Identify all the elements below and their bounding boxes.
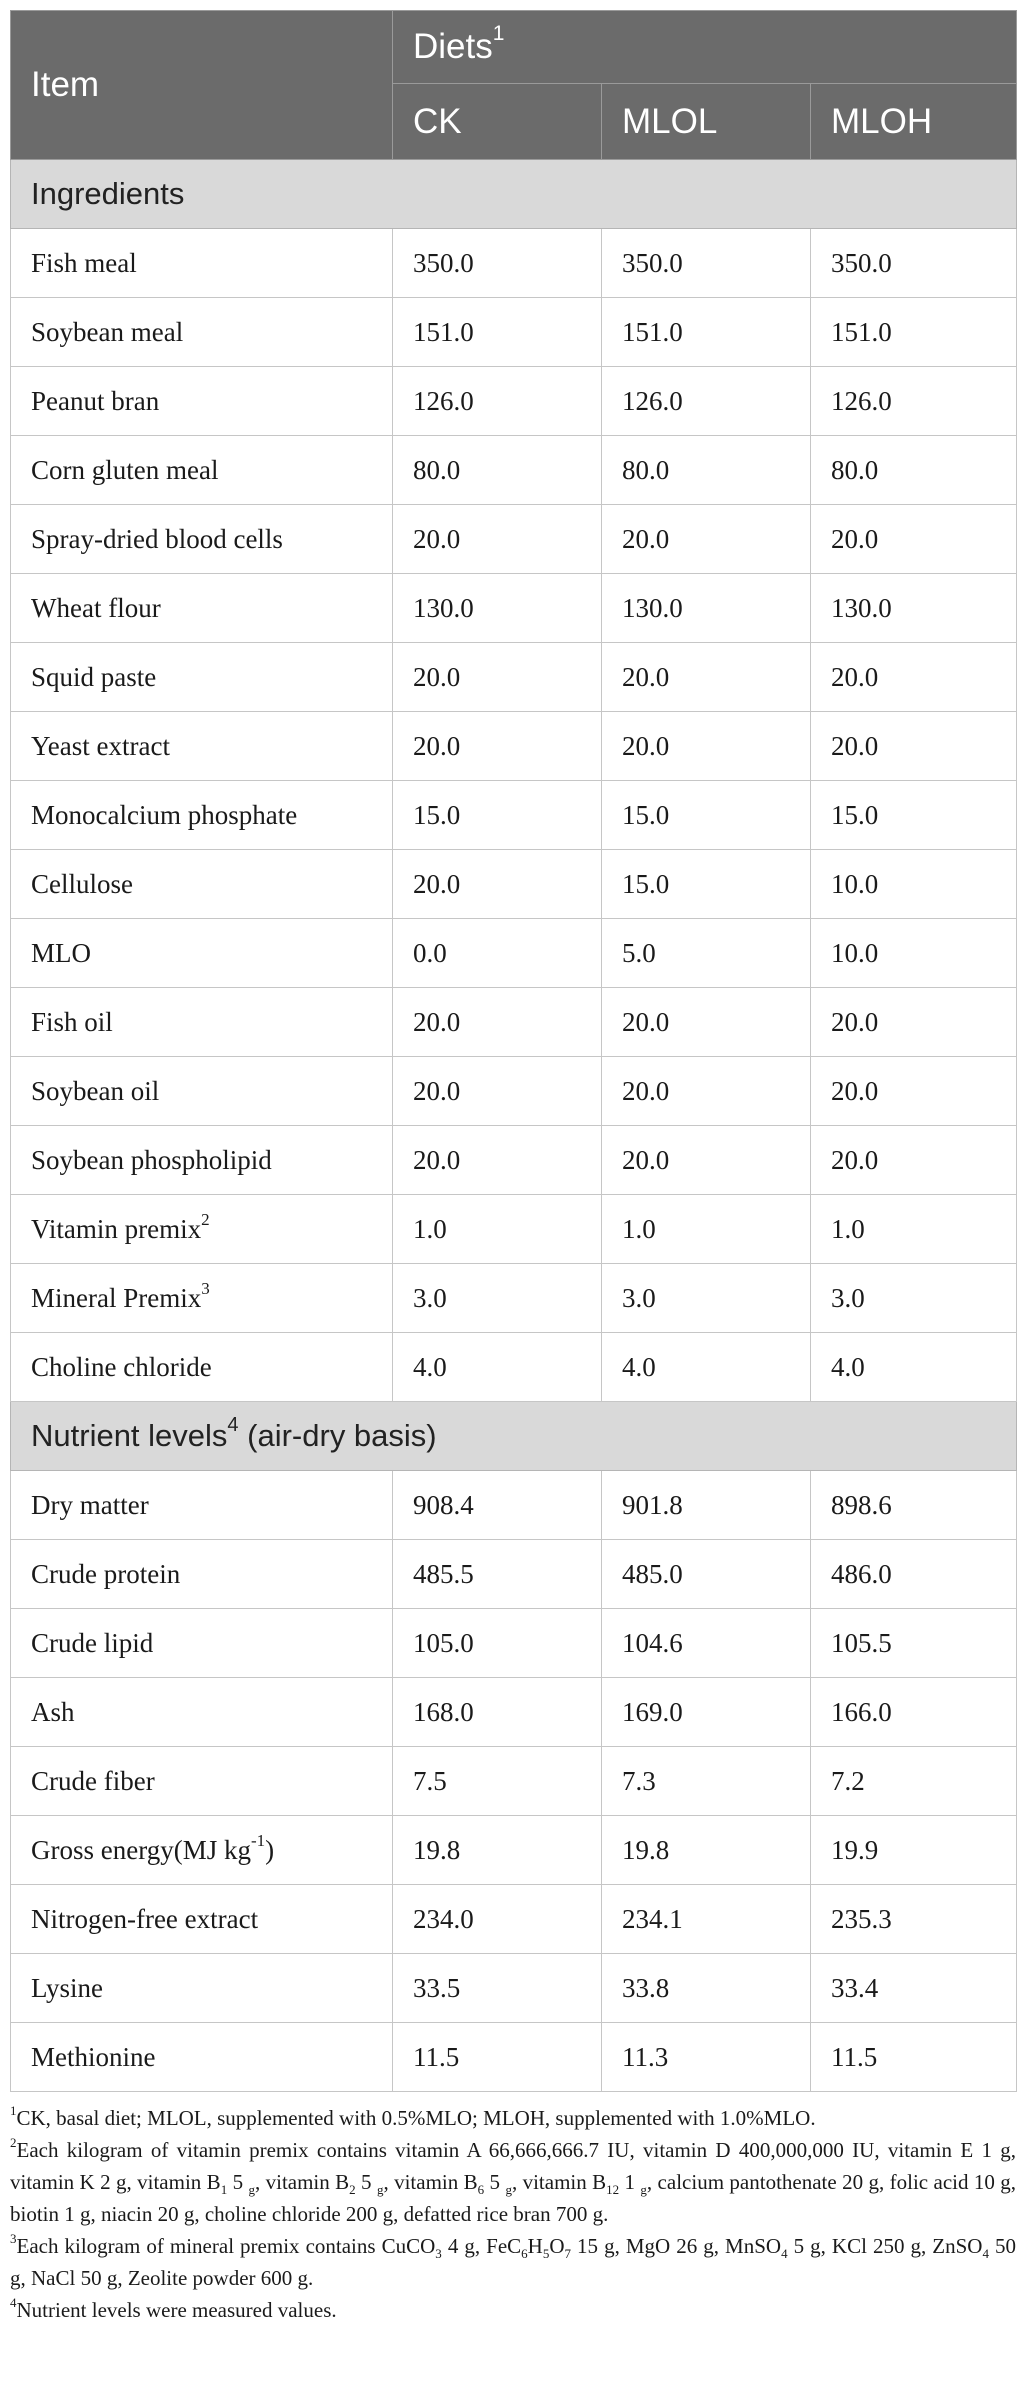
row-value-mlol: 20.0 — [602, 643, 811, 712]
row-value-mloh: 350.0 — [811, 229, 1017, 298]
row-label — [11, 712, 393, 781]
row-value-ck: 0.0 — [393, 919, 602, 988]
table-row — [11, 298, 1017, 367]
table-row — [11, 1195, 1017, 1264]
row-value-mlol: 80.0 — [602, 436, 811, 505]
row-value-ck: 130.0 — [393, 574, 602, 643]
row-value-ck: 126.0 — [393, 367, 602, 436]
table-row — [11, 1057, 1017, 1126]
row-value-mlol: 7.3 — [602, 1747, 811, 1816]
row-value-mloh: 486.0 — [811, 1540, 1017, 1609]
row-label — [11, 988, 393, 1057]
footnote-text: 5 — [227, 2170, 249, 2194]
footnote-marker: 1 — [10, 2103, 17, 2118]
table-row — [11, 781, 1017, 850]
footnote-text: 1 — [619, 2170, 641, 2194]
row-value-ck: 105.0 — [393, 1609, 602, 1678]
row-value-mloh: 7.2 — [811, 1747, 1017, 1816]
table-row — [11, 1816, 1017, 1885]
row-value-ck: 20.0 — [393, 643, 602, 712]
row-label-text: Soybean meal — [31, 316, 184, 347]
row-value-mlol: 11.3 — [602, 2023, 811, 2092]
diet-composition-table — [10, 10, 1017, 2092]
footnote-text: 5 g, KCl 250 g, ZnSO — [787, 2234, 983, 2258]
row-label-text: Peanut bran — [31, 385, 160, 416]
row-label-text: Yeast extract — [31, 730, 170, 761]
row-value-mlol: 20.0 — [602, 1057, 811, 1126]
row-value-ck: 20.0 — [393, 1057, 602, 1126]
row-label-superscript: -1 — [250, 1830, 266, 1850]
row-value-mloh: 126.0 — [811, 367, 1017, 436]
footnote — [10, 2294, 1016, 2326]
section-title-text: Nutrient levels — [31, 1418, 228, 1453]
row-value-ck: 11.5 — [393, 2023, 602, 2092]
footnote-text: 15 g, MgO 26 g, MnSO — [571, 2234, 782, 2258]
footnote-text: O — [549, 2234, 565, 2258]
table-row — [11, 367, 1017, 436]
row-label-text: Lysine — [31, 1972, 103, 2003]
table-row — [11, 1540, 1017, 1609]
row-label-text: Wheat flour — [31, 592, 161, 623]
row-value-mloh: 4.0 — [811, 1333, 1017, 1402]
table-row — [11, 1747, 1017, 1816]
row-label-text: Choline chloride — [31, 1351, 212, 1382]
row-label-suffix: ) — [265, 1834, 275, 1865]
row-label-text: Gross energy(MJ kg — [31, 1834, 251, 1865]
section-title — [11, 1402, 1017, 1471]
row-value-mlol: 151.0 — [602, 298, 811, 367]
footnote-subscript: 4 — [781, 2246, 788, 2262]
row-value-ck: 151.0 — [393, 298, 602, 367]
row-value-mloh: 20.0 — [811, 1126, 1017, 1195]
row-value-mlol: 126.0 — [602, 367, 811, 436]
row-label — [11, 781, 393, 850]
table-row — [11, 229, 1017, 298]
row-label-text: Dry matter — [31, 1489, 149, 1520]
footnote-marker: 2 — [10, 2135, 17, 2150]
row-label — [11, 1678, 393, 1747]
row-value-mlol: 33.8 — [602, 1954, 811, 2023]
header-col-mlol: MLOL — [602, 84, 811, 160]
row-label-text: Nitrogen-free extract — [31, 1903, 259, 1934]
row-label — [11, 1057, 393, 1126]
row-label-text: Mineral Premix — [31, 1282, 202, 1313]
row-value-ck: 20.0 — [393, 850, 602, 919]
row-value-mloh: 20.0 — [811, 1057, 1017, 1126]
row-value-mlol: 15.0 — [602, 850, 811, 919]
footnote-marker: 4 — [10, 2295, 17, 2310]
table-row — [11, 436, 1017, 505]
row-value-mloh: 130.0 — [811, 574, 1017, 643]
row-value-mloh: 19.9 — [811, 1816, 1017, 1885]
row-value-mloh: 80.0 — [811, 436, 1017, 505]
row-label-text: Ash — [31, 1696, 75, 1727]
footnote-subscript: 12 — [606, 2182, 620, 2198]
section-header-row — [11, 160, 1017, 229]
table-row — [11, 1885, 1017, 1954]
footnote-subscript: g — [248, 2182, 255, 2198]
table-row — [11, 1471, 1017, 1540]
row-label — [11, 298, 393, 367]
row-value-mlol: 4.0 — [602, 1333, 811, 1402]
row-value-ck: 20.0 — [393, 505, 602, 574]
row-value-mloh: 235.3 — [811, 1885, 1017, 1954]
row-value-mlol: 350.0 — [602, 229, 811, 298]
row-value-ck: 234.0 — [393, 1885, 602, 1954]
row-label-text: Corn gluten meal — [31, 454, 219, 485]
header-item-label: Item — [31, 65, 100, 104]
row-value-ck: 20.0 — [393, 988, 602, 1057]
row-value-mloh: 151.0 — [811, 298, 1017, 367]
row-value-ck: 33.5 — [393, 1954, 602, 2023]
section-header-row — [11, 1402, 1017, 1471]
footnote-text: Each kilogram of vitamin premix contains vitamin A 66,666,666.7 IU, vitamin D 400,000,000 IU, vitamin E 1 g, vitamin K 2 g, vitamin B — [10, 2138, 1016, 2194]
table-body — [11, 160, 1017, 2092]
row-label-superscript: 2 — [201, 1209, 210, 1229]
footnote-text: 50 g, NaCl 50 g, Zeolite powder 600 g. — [10, 2234, 1017, 2290]
table-row — [11, 712, 1017, 781]
footnote-subscript: 7 — [564, 2246, 571, 2262]
footnote-text: 5 — [355, 2170, 377, 2194]
row-label — [11, 1954, 393, 2023]
row-value-ck: 7.5 — [393, 1747, 602, 1816]
row-value-mloh: 15.0 — [811, 781, 1017, 850]
row-label-text: MLO — [31, 937, 91, 968]
table-row — [11, 643, 1017, 712]
table-row — [11, 988, 1017, 1057]
footnote-subscript: 6 — [477, 2182, 485, 2198]
table-header — [11, 11, 1017, 160]
row-value-mlol: 234.1 — [602, 1885, 811, 1954]
row-value-mlol: 5.0 — [602, 919, 811, 988]
row-label-text: Crude fiber — [31, 1765, 155, 1796]
footnote-subscript: g — [640, 2182, 647, 2198]
row-value-mloh: 20.0 — [811, 712, 1017, 781]
footnote-subscript: 5 — [542, 2246, 550, 2262]
row-value-mlol: 901.8 — [602, 1471, 811, 1540]
row-value-mloh: 11.5 — [811, 2023, 1017, 2092]
table-row — [11, 850, 1017, 919]
row-label — [11, 505, 393, 574]
row-label — [11, 850, 393, 919]
row-label — [11, 643, 393, 712]
row-value-ck: 3.0 — [393, 1264, 602, 1333]
footnote-marker: 3 — [10, 2231, 17, 2246]
row-label — [11, 1195, 393, 1264]
header-diets-label: Diets — [413, 27, 493, 66]
section-title-footnote-ref: 4 — [227, 1413, 239, 1436]
header-diets-footnote-ref: 1 — [492, 22, 505, 46]
row-value-mloh: 3.0 — [811, 1264, 1017, 1333]
footnote — [10, 2230, 1016, 2294]
table-row — [11, 1609, 1017, 1678]
row-value-mloh: 10.0 — [811, 850, 1017, 919]
row-value-mloh: 105.5 — [811, 1609, 1017, 1678]
row-value-mlol: 169.0 — [602, 1678, 811, 1747]
row-value-mloh: 20.0 — [811, 988, 1017, 1057]
row-label — [11, 436, 393, 505]
row-value-mloh: 20.0 — [811, 505, 1017, 574]
footnote-subscript: g — [376, 2182, 384, 2198]
footnote-subscript: 6 — [521, 2246, 528, 2262]
row-label — [11, 1540, 393, 1609]
row-label — [11, 1747, 393, 1816]
header-col-ck: CK — [393, 84, 602, 160]
row-value-ck: 1.0 — [393, 1195, 602, 1264]
row-value-ck: 485.5 — [393, 1540, 602, 1609]
footnote-text: Nutrient levels were measured values. — [16, 2298, 337, 2322]
row-value-mlol: 130.0 — [602, 574, 811, 643]
footnote-subscript: 1 — [220, 2182, 228, 2198]
row-value-ck: 80.0 — [393, 436, 602, 505]
row-label — [11, 367, 393, 436]
table-row — [11, 2023, 1017, 2092]
section-title — [11, 160, 1017, 229]
row-label-text: Squid paste — [31, 661, 157, 692]
row-label — [11, 1609, 393, 1678]
footnote — [10, 2134, 1016, 2230]
row-label-text: Monocalcium phosphate — [31, 799, 298, 830]
row-value-mloh: 898.6 — [811, 1471, 1017, 1540]
row-value-mlol: 20.0 — [602, 505, 811, 574]
row-label-text: Methionine — [31, 2041, 156, 2072]
section-title-suffix: (air-dry basis) — [238, 1418, 437, 1453]
row-label — [11, 1126, 393, 1195]
header-item — [11, 11, 393, 160]
footnote — [10, 2102, 1016, 2134]
table-row — [11, 919, 1017, 988]
row-value-ck: 20.0 — [393, 712, 602, 781]
table-row — [11, 1264, 1017, 1333]
row-label — [11, 1264, 393, 1333]
footnote-subscript: g — [505, 2182, 512, 2198]
row-value-mlol: 20.0 — [602, 988, 811, 1057]
footnote-text: , vitamin B — [511, 2170, 607, 2194]
row-label-text: Soybean oil — [31, 1075, 160, 1106]
footnote-text: H — [527, 2234, 543, 2258]
header-diets — [393, 11, 1017, 84]
row-value-mloh: 10.0 — [811, 919, 1017, 988]
footnote-subscript: 2 — [349, 2182, 356, 2198]
footnote-subscript: 4 — [982, 2246, 989, 2262]
footnote-text: , vitamin B — [383, 2170, 478, 2194]
row-value-mloh: 1.0 — [811, 1195, 1017, 1264]
footnote-text: 4 g, FeC — [441, 2234, 522, 2258]
row-value-ck: 4.0 — [393, 1333, 602, 1402]
row-value-mlol: 485.0 — [602, 1540, 811, 1609]
row-label-text: Spray-dried blood cells — [31, 523, 283, 554]
row-value-mlol: 3.0 — [602, 1264, 811, 1333]
row-label-text: Cellulose — [31, 868, 133, 899]
row-label — [11, 1471, 393, 1540]
footnote-text: , vitamin B — [254, 2170, 350, 2194]
row-value-mlol: 104.6 — [602, 1609, 811, 1678]
row-label — [11, 1885, 393, 1954]
table-row — [11, 1678, 1017, 1747]
row-label-text: Fish meal — [31, 247, 137, 278]
table-container — [10, 10, 1016, 2326]
row-value-mlol: 20.0 — [602, 712, 811, 781]
row-label — [11, 919, 393, 988]
table-row — [11, 1126, 1017, 1195]
row-label — [11, 1333, 393, 1402]
row-value-mlol: 15.0 — [602, 781, 811, 850]
section-title-text: Ingredients — [31, 176, 185, 211]
row-label-text: Fish oil — [31, 1006, 113, 1037]
footnote-subscript: 3 — [435, 2246, 442, 2262]
row-value-ck: 168.0 — [393, 1678, 602, 1747]
row-label-text: Crude lipid — [31, 1627, 154, 1658]
footnote-text: , calcium pantothenate 20 g, folic acid 10 g, biotin 1 g, niacin 20 g, choline chloride 200 g, defatted rice bran 700 g. — [10, 2170, 1016, 2226]
row-value-mlol: 19.8 — [602, 1816, 811, 1885]
row-label — [11, 229, 393, 298]
footnote-text: 5 — [484, 2170, 506, 2194]
row-value-ck: 15.0 — [393, 781, 602, 850]
row-label-text: Soybean phospholipid — [31, 1144, 272, 1175]
table-row — [11, 1954, 1017, 2023]
row-value-mloh: 20.0 — [811, 643, 1017, 712]
row-value-ck: 19.8 — [393, 1816, 602, 1885]
table-row — [11, 1333, 1017, 1402]
row-value-ck: 20.0 — [393, 1126, 602, 1195]
row-label-text: Vitamin premix — [31, 1213, 202, 1244]
row-label-text: Crude protein — [31, 1558, 181, 1589]
table-row — [11, 574, 1017, 643]
row-label — [11, 1816, 393, 1885]
row-label-superscript: 3 — [201, 1278, 210, 1298]
row-value-mlol: 1.0 — [602, 1195, 811, 1264]
row-value-mloh: 33.4 — [811, 1954, 1017, 2023]
footnote-text: Each kilogram of mineral premix contains CuCO — [16, 2234, 436, 2258]
footnotes — [10, 2102, 1016, 2326]
row-value-mloh: 166.0 — [811, 1678, 1017, 1747]
footnote-text: CK, basal diet; MLOL, supplemented with 0.5%MLO; MLOH, supplemented with 1.0%MLO. — [16, 2106, 816, 2130]
row-label — [11, 574, 393, 643]
header-col-mloh: MLOH — [811, 84, 1017, 160]
row-value-mlol: 20.0 — [602, 1126, 811, 1195]
row-value-ck: 350.0 — [393, 229, 602, 298]
row-value-ck: 908.4 — [393, 1471, 602, 1540]
row-label — [11, 2023, 393, 2092]
table-row — [11, 505, 1017, 574]
